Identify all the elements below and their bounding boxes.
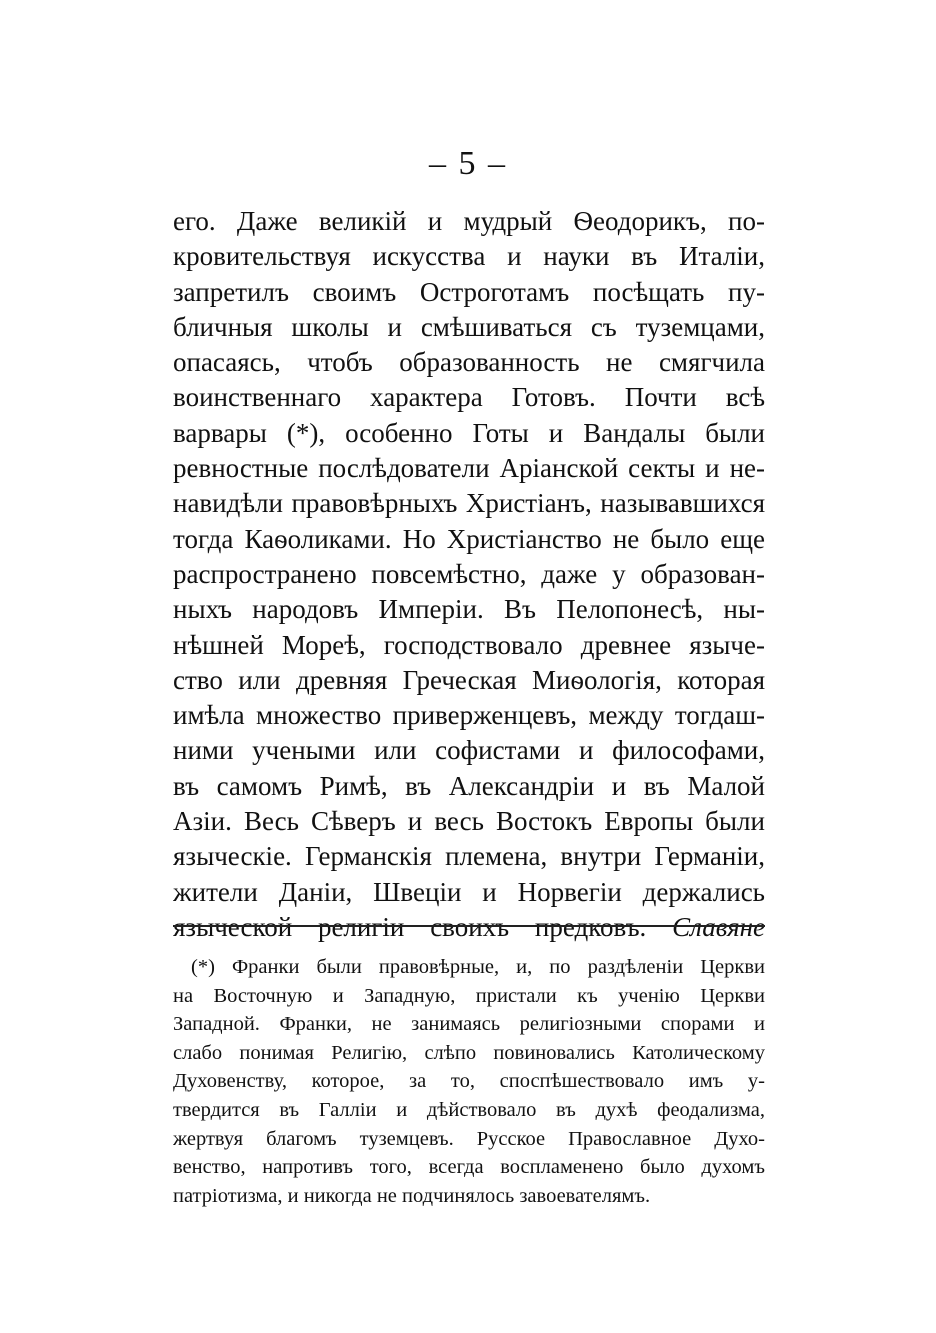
text-line-last xyxy=(173,910,765,945)
footnote xyxy=(173,953,765,1210)
footnote-line: патріотизма, и никогда не подчинялось завоевателямъ. xyxy=(173,1184,651,1207)
text-line: имѣла множество приверженцевъ, между тогдаш- xyxy=(173,700,765,731)
footnote-line: Западной. Франки, не занимаясь религіозными спорами и xyxy=(173,1013,765,1036)
text-line: ними учеными или софистами и философами, xyxy=(173,735,765,766)
text-line: въ самомъ Римѣ, въ Александріи и въ Малой xyxy=(173,770,765,801)
footnote-line: на Восточную и Западную, пристали къ ученію Церкви xyxy=(173,984,765,1007)
catchword: Славяне xyxy=(672,911,765,942)
footnote-divider xyxy=(173,925,765,927)
text-line: опасаясь, чтобъ образованность не смягчила xyxy=(173,347,765,378)
text-line: запретилъ своимъ Остроготамъ посѣщать пу- xyxy=(173,276,765,307)
text-line: тогда Каѳоликами. Но Христіанство не было еще xyxy=(173,523,765,554)
text-line: языческіе. Германскія племена, внутри Германіи, xyxy=(173,841,765,872)
footnote-line: Духовенству, которое, за то, споспѣшествовало имъ у- xyxy=(173,1070,765,1093)
text-line: бличныя школы и смѣшиваться съ туземцами, xyxy=(173,311,765,342)
footnote-line: жертвуя благомъ туземцевъ. Русское Православное Духо- xyxy=(173,1127,765,1150)
text-line: ныхъ народовъ Имперіи. Въ Пелопонесѣ, ны- xyxy=(173,594,765,625)
text-line: его. Даже великій и мудрый Ѳеодорикъ, по- xyxy=(173,206,765,236)
text-line: ревностные послѣдователи Аріанской секты и не- xyxy=(173,453,765,484)
text-line: воинственнаго характера Готовъ. Почти всѣ xyxy=(173,382,765,413)
text-line: жители Даніи, Швеціи и Норвегіи держались xyxy=(173,876,765,907)
footnote-line: (*) Франки были правовѣрные, и, по раздѣленіи Церкви xyxy=(191,956,765,978)
footnote-line: слабо понимая Религію, слѣпо повиновались Католическому xyxy=(173,1041,765,1064)
text-line: распространено повсемѣстно, даже у образован- xyxy=(173,558,765,589)
text-line: Азіи. Весь Сѣверъ и весь Востокъ Европы были xyxy=(173,806,765,837)
text-line: ство или древняя Греческая Миѳологія, которая xyxy=(173,664,765,695)
page-number: – 5 – xyxy=(429,145,507,182)
text-line: нѣшней Мореѣ, господствовало древнее языче- xyxy=(173,629,765,660)
main-text xyxy=(173,204,765,945)
text-line: навидѣли правовѣрныхъ Христіанъ, называвшихся xyxy=(173,488,765,519)
text-line: кровительствуя искусства и науки въ Италіи, xyxy=(173,241,765,272)
text-line: варвары (*), особенно Готы и Вандалы были xyxy=(173,417,765,448)
last-line-text: языческой религіи своихъ предковъ. xyxy=(173,911,647,942)
footnote-line: венство, напротивъ того, всегда воспламенено было духомъ xyxy=(173,1156,765,1179)
footnote-line: твердится въ Галліи и дѣйствовало въ духѣ феодализма, xyxy=(173,1098,765,1121)
